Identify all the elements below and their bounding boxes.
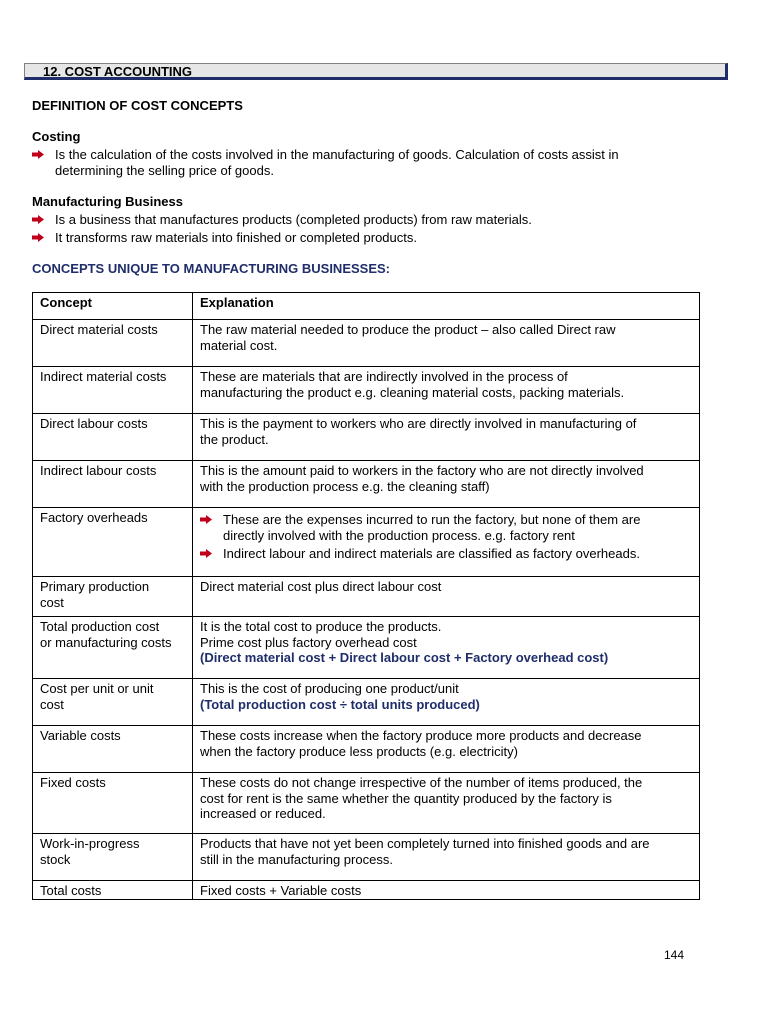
table-row [33,881,700,900]
table-header-row [33,293,700,320]
explanation-cell [193,508,700,577]
table-row [33,773,700,834]
table-row [33,320,700,367]
concept-cell: Factory overheads [33,508,193,577]
chapter-title: 12. COST ACCOUNTING [43,64,193,79]
concepts-table [32,292,700,900]
explanation-cell: This is the payment to workers who are directly involved in manufacturing of the product. [193,414,700,461]
right-arrow-bullet-icon [200,515,212,524]
manufacturing-heading: Manufacturing Business [32,194,183,209]
manufacturing-bullet: It transforms raw materials into finished or completed products. [32,230,712,246]
explanation-cell: Products that have not yet been completely turned into finished goods and are still in the manufacturing process. [193,834,700,881]
table-row [33,726,700,773]
explanation-cell: These costs increase when the factory produce more products and decrease when the factory produce less products (e.g. electricity) [193,726,700,773]
bullet-text-line: determining the selling price of goods. [55,162,274,178]
right-arrow-bullet-icon [32,215,44,224]
explanation-cell: Direct material cost plus direct labour cost [193,577,700,617]
table-row [33,508,700,577]
concept-cell: Direct labour costs [33,414,193,461]
table-row [33,679,700,726]
table-row [33,834,700,881]
explanation-cell: This is the amount paid to workers in the factory who are not directly involved with the production process e.g. the cleaning staff) [193,461,700,508]
manufacturing-bullet: Is a business that manufactures products (completed products) from raw materials. [32,212,712,228]
concept-cell: Indirect material costs [33,367,193,414]
concept-cell: Variable costs [33,726,193,773]
table-row [33,461,700,508]
page-number: 144 [664,948,685,962]
right-arrow-bullet-icon [200,549,212,558]
column-header-concept: Concept [33,293,193,320]
table-row [33,367,700,414]
explanation-cell: These are materials that are indirectly involved in the process of manufacturing the product e.g. cleaning material costs, packing materials. [193,367,700,414]
formula-text: (Direct material cost + Direct labour cost + Factory overhead cost) [200,650,609,665]
concept-cell: Indirect labour costs [33,461,193,508]
concept-cell: Work-in-progress stock [33,834,193,881]
explanation-cell: This is the cost of producing one product/unit (Total production cost ÷ total units produced) [193,679,700,726]
formula-text: (Total production cost ÷ total units produced) [200,696,480,712]
concept-cell: Total costs [33,881,193,900]
column-header-explanation: Explanation [193,293,700,320]
chapter-title-bar [24,63,728,80]
table-row [33,414,700,461]
concept-cell: Fixed costs [33,773,193,834]
right-arrow-bullet-icon [32,233,44,242]
table-row [33,577,700,617]
concept-cell: Primary production cost [33,577,193,617]
explanation-cell: These costs do not change irrespective of the number of items produced, the cost for rent is the same whether the quantity produced by the factory is increased or reduced. [193,773,700,834]
right-arrow-bullet-icon [32,150,44,159]
explanation-cell: It is the total cost to produce the products. Prime cost plus factory overhead cost (Direct material cost + Direct labour cost + Factory overhead cost) [193,617,700,679]
concepts-section-title: CONCEPTS UNIQUE TO MANUFACTURING BUSINESSES: [32,261,391,276]
bullet-text-line: Is the calculation of the costs involved in the manufacturing of goods. Calculation of costs assist in [55,147,619,162]
factory-overheads-bullet: These are the expenses incurred to run the factory, but none of them are directly involved with the production process. e.g. factory rent [200,512,692,543]
factory-overheads-bullet: Indirect labour and indirect materials are classified as factory overheads. [200,546,692,562]
concept-cell: Total production cost or manufacturing costs [33,617,193,679]
definitions-heading: DEFINITION OF COST CONCEPTS [32,98,243,113]
table-row [33,617,700,679]
concept-cell: Direct material costs [33,320,193,367]
costing-bullet [32,147,712,179]
explanation-cell: Fixed costs + Variable costs [193,881,700,900]
explanation-cell: The raw material needed to produce the product – also called Direct raw material cost. [193,320,700,367]
concept-cell: Cost per unit or unit cost [33,679,193,726]
costing-heading: Costing [32,129,81,144]
